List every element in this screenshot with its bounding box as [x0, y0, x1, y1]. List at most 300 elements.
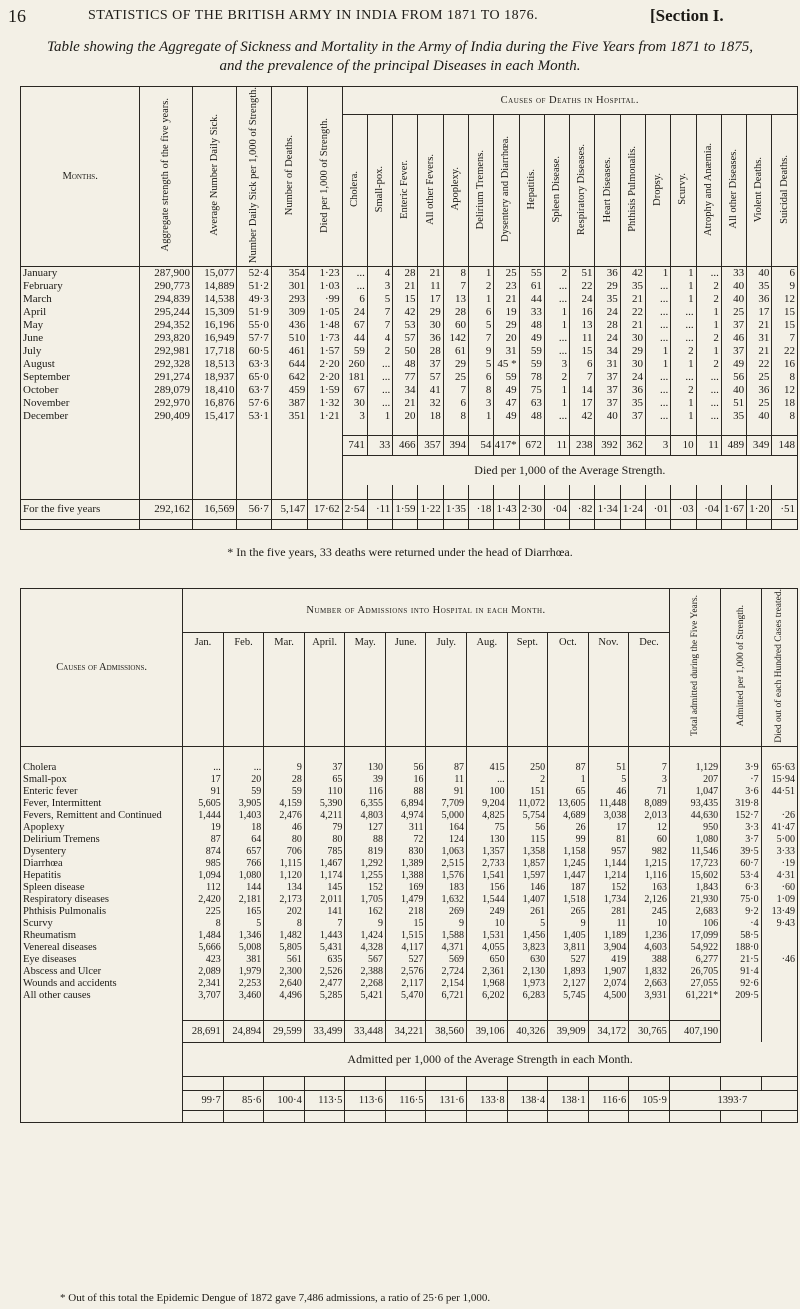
month-value: ...	[367, 358, 392, 371]
admission-value: 3·3	[721, 822, 762, 834]
admission-row	[21, 942, 798, 954]
admission-value: 3,038	[588, 810, 629, 822]
month-value: 642	[271, 371, 307, 384]
col-head-sick-per-1000: Number Daily Sick per 1,000 of Strength.	[237, 87, 271, 267]
admission-value: 261	[507, 906, 548, 918]
month-value: 1	[367, 410, 392, 423]
admission-value: 2,341	[183, 978, 224, 990]
month-value: 19	[494, 306, 519, 319]
admission-value: 15·94	[761, 774, 797, 786]
monthly-admissions-header: Number of Admissions into Hospital in each Month.	[183, 589, 670, 633]
month-value: ...	[646, 293, 671, 306]
table-caption	[0, 38, 800, 76]
month-value: 35	[721, 410, 746, 423]
cause-head-0: Cholera.	[342, 115, 367, 267]
admission-value: 4,500	[588, 990, 629, 1002]
five-years-value: ·11	[367, 499, 392, 519]
month-value: 75	[519, 384, 544, 397]
cause-total: 54	[469, 435, 494, 455]
month-value: 36	[620, 384, 645, 397]
admissions-table	[20, 588, 798, 1123]
admission-value: 100	[467, 786, 508, 798]
admission-ratio: 113·6	[345, 1090, 386, 1110]
admission-value: 3,460	[223, 990, 264, 1002]
admission-value: 1,215	[629, 858, 670, 870]
admission-value: 3,707	[183, 990, 224, 1002]
cause-total: 349	[747, 435, 772, 455]
month-value: 1·03	[308, 280, 342, 293]
admission-row	[21, 978, 798, 990]
admission-value: 1·09	[761, 894, 797, 906]
admission-value: 4,974	[385, 810, 426, 822]
month-value: 292,328	[140, 358, 193, 371]
admission-value: 75	[467, 822, 508, 834]
month-value: 1	[696, 306, 721, 319]
month-value: 8	[772, 410, 798, 423]
admission-ratio: 85·6	[223, 1090, 264, 1110]
month-value: 22	[747, 358, 772, 371]
cause-total: 741	[342, 435, 367, 455]
month-value: 52·4	[237, 267, 271, 281]
month-value: 51	[570, 267, 595, 281]
admission-value: 93,435	[669, 798, 720, 810]
admission-value: 202	[264, 906, 305, 918]
admission-value: 1,482	[264, 930, 305, 942]
five-years-row	[21, 499, 798, 519]
admission-value: 37	[304, 762, 345, 774]
admission-value: 423	[183, 954, 224, 966]
month-value: 12	[772, 384, 798, 397]
admission-value: 5,470	[385, 990, 426, 1002]
cause-total: 394	[443, 435, 468, 455]
admission-value: 8,089	[629, 798, 670, 810]
month-value: 40	[721, 293, 746, 306]
admission-value	[761, 966, 797, 978]
footnote-diarrhoea: * In the five years, 33 deaths were returned under the head of Diarrhœa.	[227, 545, 573, 559]
month-value: ...	[646, 319, 671, 332]
admission-value: 249	[467, 906, 508, 918]
admission-value: 265	[548, 906, 589, 918]
month-value: 1	[646, 267, 671, 281]
admission-value: 39	[345, 774, 386, 786]
month-value: 53·1	[237, 410, 271, 423]
month-value: 30	[620, 358, 645, 371]
admission-value: 2,126	[629, 894, 670, 906]
admission-value: 11,546	[669, 846, 720, 858]
admission-value: 65	[304, 774, 345, 786]
month-value: 36	[595, 267, 620, 281]
admission-value: 46	[588, 786, 629, 798]
cause-name: Fever, Intermittent	[21, 798, 183, 810]
month-value: 8	[469, 384, 494, 397]
admission-value: 5,805	[264, 942, 305, 954]
month-value: 49	[721, 358, 746, 371]
admission-value: 1,063	[426, 846, 467, 858]
admission-value: 130	[345, 762, 386, 774]
admission-value: 10	[467, 918, 508, 930]
month-value: 37	[595, 371, 620, 384]
admitted-per-1000-head: Admitted per 1,000 of Strength.	[721, 589, 762, 747]
month-value: 1	[671, 410, 696, 423]
admission-value: 162	[345, 906, 386, 918]
admission-value: 71	[629, 786, 670, 798]
month-value: ...	[367, 397, 392, 410]
admission-row	[21, 822, 798, 834]
month-value: 293,820	[140, 332, 193, 345]
month-value: 48	[393, 358, 418, 371]
admission-value: 2,011	[304, 894, 345, 906]
admission-value: 766	[223, 858, 264, 870]
causes-of-admissions-header: Causes of Admissions.	[21, 589, 183, 747]
month-value: 18	[772, 397, 798, 410]
cause-total: 392	[595, 435, 620, 455]
month-value: 292,981	[140, 345, 193, 358]
admission-value: 419	[588, 954, 629, 966]
cause-total: 238	[570, 435, 595, 455]
admission-value: 4,211	[304, 810, 345, 822]
cause-head-7: Hepatitis.	[519, 115, 544, 267]
cause-name: Apoplexy	[21, 822, 183, 834]
page-number: 16	[8, 6, 26, 26]
admission-value: ...	[467, 774, 508, 786]
five-years-value: 1·22	[418, 499, 443, 519]
admission-value: 381	[223, 954, 264, 966]
admission-value: 2,074	[588, 978, 629, 990]
admission-ratio-row	[21, 1090, 798, 1110]
admission-value: 3·33	[761, 846, 797, 858]
month-value: 29	[620, 345, 645, 358]
month-value: 7	[443, 384, 468, 397]
month-row	[21, 306, 798, 319]
month-value: 295,244	[140, 306, 193, 319]
admission-value: 4,371	[426, 942, 467, 954]
admission-value: 17	[588, 822, 629, 834]
admission-value: 11	[588, 918, 629, 930]
admission-value: 46	[264, 822, 305, 834]
cause-total: 362	[620, 435, 645, 455]
month-value: 56	[721, 371, 746, 384]
admission-value: 1,544	[467, 894, 508, 906]
month-value: 7	[443, 280, 468, 293]
admission-value: 1,094	[183, 870, 224, 882]
admission-value: 44·51	[761, 786, 797, 798]
month-value: 22	[620, 306, 645, 319]
admission-row	[21, 774, 798, 786]
cause-total: 33	[367, 435, 392, 455]
month-value: 2	[544, 267, 569, 281]
month-value: 15	[393, 293, 418, 306]
admission-value: 2,388	[345, 966, 386, 978]
admission-value: 151	[507, 786, 548, 798]
month-value: 6	[772, 267, 798, 281]
admission-value: 2,181	[223, 894, 264, 906]
month-value: 11	[418, 280, 443, 293]
col-head-died-per-1000: Died per 1,000 of Strength.	[308, 87, 342, 267]
admission-ratio: 1393·7	[669, 1090, 797, 1110]
month-value: 25	[494, 267, 519, 281]
five-years-label: For the five years	[21, 499, 140, 519]
admission-value: 26	[548, 822, 589, 834]
month-value: 1	[671, 358, 696, 371]
admission-value: 1,080	[223, 870, 264, 882]
month-value: 6	[570, 358, 595, 371]
month-value: 436	[271, 319, 307, 332]
month-value: 51·9	[237, 306, 271, 319]
col-head-deaths: Number of Deaths.	[271, 87, 307, 267]
month-value: 354	[271, 267, 307, 281]
month-value: 5	[469, 358, 494, 371]
cause-head-14: Atrophy and Anæmia.	[696, 115, 721, 267]
admission-value: 54,922	[669, 942, 720, 954]
five-years-value: 1·34	[595, 499, 620, 519]
admission-value: 1,447	[548, 870, 589, 882]
admission-value: 1,189	[588, 930, 629, 942]
admission-value: 17,099	[669, 930, 720, 942]
month-value: 1·32	[308, 397, 342, 410]
month-value: 15	[772, 319, 798, 332]
admission-value: 1,255	[345, 870, 386, 882]
admission-value: 2,640	[264, 978, 305, 990]
admission-value: 4·31	[761, 870, 797, 882]
admission-value: 64	[223, 834, 264, 846]
admission-value: 7,709	[426, 798, 467, 810]
admission-value: 2,724	[426, 966, 467, 978]
month-value: 67	[342, 384, 367, 397]
month-value: 29	[418, 306, 443, 319]
admission-value: 26,705	[669, 966, 720, 978]
month-value: 30	[342, 397, 367, 410]
admission-value: 16	[385, 774, 426, 786]
month-value: 21	[747, 345, 772, 358]
admission-value: 5,754	[507, 810, 548, 822]
month-value: 42	[393, 306, 418, 319]
cause-name: Scurvy	[21, 918, 183, 930]
cause-total: 3	[646, 435, 671, 455]
admission-value: 650	[467, 954, 508, 966]
admission-value: 17,723	[669, 858, 720, 870]
five-years-value: ·18	[469, 499, 494, 519]
admission-value: 1,407	[507, 894, 548, 906]
cause-head-8: Spleen Disease.	[544, 115, 569, 267]
month-value: 1·05	[308, 306, 342, 319]
month-value: 30	[620, 332, 645, 345]
cause-total: 466	[393, 435, 418, 455]
admission-value: 130	[467, 834, 508, 846]
admission-value: 41·47	[761, 822, 797, 834]
admission-value: 80	[264, 834, 305, 846]
admission-value: 1,588	[426, 930, 467, 942]
month-value: 31	[595, 358, 620, 371]
month-head-8: Sept.	[507, 632, 548, 746]
month-value: 3	[544, 358, 569, 371]
admission-total: 30,765	[629, 1020, 670, 1042]
admission-row	[21, 990, 798, 1002]
month-value: 17	[418, 293, 443, 306]
month-value: ...	[646, 397, 671, 410]
cause-head-13: Scurvy.	[671, 115, 696, 267]
admission-value: 116	[345, 786, 386, 798]
admission-value: ·4	[721, 918, 762, 930]
month-name: July	[21, 345, 140, 358]
admission-value: 60·7	[721, 858, 762, 870]
admission-value: 1,444	[183, 810, 224, 822]
admission-value: 21·5	[721, 954, 762, 966]
month-value: 18,410	[192, 384, 237, 397]
admission-value: 146	[507, 882, 548, 894]
admission-total: 33,448	[345, 1020, 386, 1042]
month-value: ...	[544, 293, 569, 306]
month-value: 2	[696, 280, 721, 293]
admission-total: 38,560	[426, 1020, 467, 1042]
month-value: 49	[494, 410, 519, 423]
cause-head-9: Respiratory Diseases.	[570, 115, 595, 267]
month-value: 24	[342, 306, 367, 319]
admission-value: 53·4	[721, 870, 762, 882]
month-value: 1	[671, 267, 696, 281]
month-value: 2	[696, 358, 721, 371]
admission-value: 527	[385, 954, 426, 966]
cause-name: Diarrhœa	[21, 858, 183, 870]
cause-name: Abscess and Ulcer	[21, 966, 183, 978]
admission-value: ...	[223, 762, 264, 774]
month-value: 16,196	[192, 319, 237, 332]
month-value: 67	[342, 319, 367, 332]
month-value: 2	[696, 332, 721, 345]
admission-value: 1,893	[548, 966, 589, 978]
month-value: 7	[367, 319, 392, 332]
month-value: 1	[544, 384, 569, 397]
admission-value: 1,144	[588, 858, 629, 870]
admission-value: 65·63	[761, 762, 797, 774]
month-value: 30	[418, 319, 443, 332]
admission-value: 1,576	[426, 870, 467, 882]
month-value: 17	[570, 397, 595, 410]
cause-name: Rheumatism	[21, 930, 183, 942]
death-ratio-caption: Died per 1,000 of the Average Strength.	[342, 455, 797, 485]
admission-value: 9·43	[761, 918, 797, 930]
month-value: 59	[519, 345, 544, 358]
five-years-value: 1·67	[721, 499, 746, 519]
month-value: 18,513	[192, 358, 237, 371]
month-value: 1·21	[308, 410, 342, 423]
admission-value: 1,973	[507, 978, 548, 990]
admission-value: 144	[223, 882, 264, 894]
month-value: 14,538	[192, 293, 237, 306]
month-value: 1	[544, 319, 569, 332]
admission-value: 59	[223, 786, 264, 798]
cause-head-3: All other Fevers.	[418, 115, 443, 267]
admission-value: 2,663	[629, 978, 670, 990]
month-value: 293	[271, 293, 307, 306]
month-head-2: Mar.	[264, 632, 305, 746]
admission-value: 112	[183, 882, 224, 894]
month-value: 53	[393, 319, 418, 332]
admission-row	[21, 834, 798, 846]
admission-value: 1,857	[507, 858, 548, 870]
admission-value: 1,734	[588, 894, 629, 906]
month-value: 9	[772, 280, 798, 293]
month-value: 51	[721, 397, 746, 410]
admission-value: 1,541	[467, 870, 508, 882]
five-years-value: 16,569	[192, 499, 237, 519]
month-value: 50	[393, 345, 418, 358]
admission-value: 209·5	[721, 990, 762, 1002]
admission-ratio: 138·4	[507, 1090, 548, 1110]
month-value: 260	[342, 358, 367, 371]
month-name: April	[21, 306, 140, 319]
admission-value: 1,158	[548, 846, 589, 858]
admission-value: 6,721	[426, 990, 467, 1002]
cause-head-5: Delirium Tremens.	[469, 115, 494, 267]
five-years-value: 1·35	[443, 499, 468, 519]
admission-value: 72	[385, 834, 426, 846]
cause-name: Hepatitis	[21, 870, 183, 882]
cause-head-1: Small-pox.	[367, 115, 392, 267]
admission-value: 81	[588, 834, 629, 846]
admission-value	[761, 978, 797, 990]
admission-value: 1,292	[345, 858, 386, 870]
cause-total: 417*	[494, 435, 519, 455]
admission-value: 11,448	[588, 798, 629, 810]
month-value: 8	[772, 371, 798, 384]
month-value: 44	[519, 293, 544, 306]
month-value: 77	[393, 371, 418, 384]
admission-value: 4,803	[345, 810, 386, 822]
admission-value: 2,013	[629, 810, 670, 822]
admission-value: 630	[507, 954, 548, 966]
month-value: 14,889	[192, 280, 237, 293]
month-value: 7	[570, 371, 595, 384]
admission-row	[21, 894, 798, 906]
admission-value: 6,355	[345, 798, 386, 810]
month-value: 37	[620, 410, 645, 423]
admission-value: 21,930	[669, 894, 720, 906]
month-name: October	[21, 384, 140, 397]
cause-total: 11	[544, 435, 569, 455]
month-value: 65·0	[237, 371, 271, 384]
admission-total: 34,172	[588, 1020, 629, 1042]
cause-name: Wounds and accidents	[21, 978, 183, 990]
admission-value: 5,666	[183, 942, 224, 954]
month-value: ...	[544, 410, 569, 423]
month-value: 60·5	[237, 345, 271, 358]
month-value: 294,839	[140, 293, 193, 306]
month-value: ...	[671, 319, 696, 332]
month-value: 31	[494, 345, 519, 358]
month-value: 290,773	[140, 280, 193, 293]
running-header	[0, 6, 800, 36]
month-value: 1·57	[308, 345, 342, 358]
month-value: 461	[271, 345, 307, 358]
admission-value: 1,479	[385, 894, 426, 906]
admission-value: 11	[426, 774, 467, 786]
admission-value: 6,202	[467, 990, 508, 1002]
admission-value: 27,055	[669, 978, 720, 990]
five-years-value: 2·30	[519, 499, 544, 519]
admission-value: 115	[507, 834, 548, 846]
admission-value: 3,904	[588, 942, 629, 954]
admission-value: 5,421	[345, 990, 386, 1002]
admission-total: 24,894	[223, 1020, 264, 1042]
admission-value: 164	[426, 822, 467, 834]
month-value: 1	[696, 345, 721, 358]
admission-value: 1,357	[467, 846, 508, 858]
admission-value: 830	[385, 846, 426, 858]
month-value: 21	[747, 319, 772, 332]
cause-head-2: Enteric Fever.	[393, 115, 418, 267]
month-value: 23	[494, 280, 519, 293]
admission-ratio-caption: Admitted per 1,000 of the Average Strength in each Month.	[183, 1042, 798, 1076]
